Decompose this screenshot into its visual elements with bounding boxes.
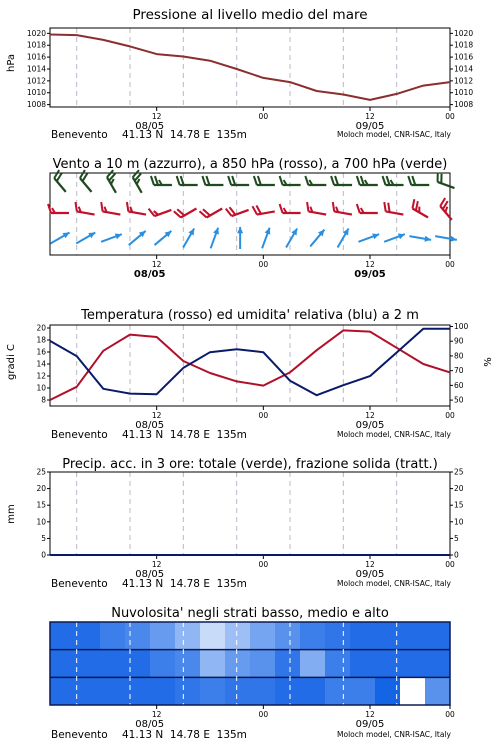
cloud-cell [400,622,426,650]
wind-barb-shaft [438,182,455,188]
pressure-ylabel: hPa [6,54,17,72]
precip-ytick-label-right: 0 [454,551,459,560]
cloud-time-label: 00 [259,710,269,719]
wind-barb-feather [202,176,205,185]
pressure-station: Benevento [51,129,108,141]
humidity-line [50,329,450,395]
cloud-cell [150,622,176,650]
pressure-credit: Moloch model, CNR-ISAC, Italy [337,130,452,139]
wind-barb-feather [137,179,140,184]
wind-arrow-10m [183,228,194,247]
cloud-cell [275,677,301,705]
temp-time-label: 00 [445,411,455,420]
wind-barb-700 [331,176,352,185]
wind-barb-feather [331,176,334,185]
cloud-cell [225,650,251,678]
wind-barb-feather [333,202,334,211]
wind-barb-feather [280,176,283,185]
temp-ytick-label: 14 [36,360,46,369]
humidity-ytick-label: 80 [454,351,464,360]
precip-coords: 41.13 N 14.78 E 135m [122,578,247,590]
wind-barb-feather [357,204,360,213]
wind-barb-850 [226,207,249,216]
wind-barb-700 [228,176,249,185]
wind-barb-700 [177,176,198,185]
cloud-cell [250,650,276,678]
temp-ytick-label: 10 [36,384,46,393]
cloud-cell [225,622,251,650]
wind-barb-700 [305,176,326,185]
precip-time-label: 00 [259,560,269,569]
wind-barb-850 [101,202,120,215]
wind-barb-feather [177,176,180,185]
wind-barb-850 [384,202,403,215]
cloud-cell [150,677,176,705]
wind-barb-feather [127,202,128,211]
cloud-cell [175,677,201,705]
temp-ylabel: gradi C [6,344,17,380]
precip-ytick-label-right: 10 [454,517,464,526]
wind-barb-feather [258,176,261,185]
wind-arrow-10m [435,236,457,242]
cloud-time-label: 12 [152,710,162,719]
wind-barb-feather [408,176,411,185]
wind-date-label: 08/05 [134,269,166,280]
cloud-cell [325,650,351,678]
precip-ytick-label: 20 [36,484,46,493]
temp-time-label: 12 [152,411,162,420]
humidity-ytick-label: 90 [454,337,464,346]
cloud-panel [50,622,455,730]
wind-barb-850 [48,204,69,213]
wind-barb-feather [416,201,418,210]
temp-ytick-label: 16 [36,348,46,357]
cloud-cell [200,650,226,678]
wind-arrow-10m [358,234,379,242]
humidity-ytick-label: 100 [454,322,469,331]
pressure-ytick-label-right: 1012 [454,76,473,85]
temp-frame [50,325,450,406]
precip-ytick-label: 0 [41,551,46,560]
cloud-cell [75,677,101,705]
cloud-cell [275,622,301,650]
wind-arrow-head [115,234,122,240]
wind-barb-shaft [54,178,66,192]
wind-barb-700 [408,176,429,185]
pressure-ytick-label: 1012 [27,76,46,85]
cloud-cell [350,677,376,705]
cloud-cell [225,677,251,705]
wind-barb-700 [151,176,172,185]
pressure-ytick-label: 1010 [27,88,46,97]
precip-ytick-label: 10 [36,517,46,526]
wind-arrow-10m [50,233,69,244]
cloud-cell [50,650,76,678]
pressure-coords: 41.13 N 14.78 E 135m [122,129,247,141]
cloud-cell [350,650,376,678]
pressure-ytick-label: 1016 [27,53,46,62]
cloud-cell [325,677,351,705]
cloud-cell [300,677,326,705]
cloud-cell [125,650,151,678]
pressure-ytick-label: 1014 [27,64,46,73]
wind-barb-850 [412,199,428,217]
wind-barb-850 [174,209,197,218]
cloud-cell [400,650,426,678]
precip-date-label: 09/05 [356,569,385,580]
precip-ytick-label: 5 [41,534,46,543]
precip-time-label: 12 [365,560,375,569]
wind-barb-feather [252,206,257,214]
temp-ytick-label: 20 [36,324,46,333]
wind-barb-feather [307,202,308,211]
cloud-cell [200,622,226,650]
temp-credit: Moloch model, CNR-ISAC, Italy [337,430,452,439]
cloud-credit: Moloch model, CNR-ISAC, Italy [337,730,452,739]
wind-barb-850 [357,204,378,213]
temp-date-label: 09/05 [356,420,385,431]
wind-barb-850 [149,209,172,216]
temp-time-label: 12 [365,411,375,420]
wind-arrow-10m [384,234,405,242]
wind-arrow-10m [286,228,297,247]
cloud-cell [125,622,151,650]
wind-barb-feather [445,207,447,213]
wind-barb-feather [151,176,154,185]
wind-barb-700 [438,172,455,188]
wind-barb-shaft [103,211,121,214]
precip-station: Benevento [51,578,108,590]
wind-barb-850 [307,202,326,215]
cloud-cell [175,622,201,650]
wind-barb-700 [107,170,116,193]
cloud-cell [150,650,176,678]
cloud-cell [200,677,226,705]
wind-arrow-10m [409,236,431,242]
wind-barb-feather [357,176,360,185]
pressure-ytick-label: 1008 [27,100,46,109]
wind-barb-feather [412,199,414,208]
pressure-ytick-label-right: 1014 [454,64,473,73]
wind-arrow-10m [262,228,270,249]
pressure-ytick-label-right: 1008 [454,100,473,109]
temp-ytick-label: 8 [41,396,46,405]
precip-frame [50,472,450,555]
wind-arrow-10m [310,230,324,247]
wind-barb-shaft [77,211,95,214]
temp-station: Benevento [51,429,108,441]
wind-arrow-10m [101,234,122,242]
wind-title: Vento a 10 m (azzurro), a 850 hPa (rosso), a 700 hPa (verde) [53,157,448,172]
cloud-date-label: 08/05 [135,719,164,730]
cloud-title: Nuvolosita' negli strati basso, medio e alto [111,606,389,621]
wind-barb-700 [383,176,404,185]
wind-barb-feather [387,176,390,185]
wind-barb-feather [232,176,235,185]
wind-barb-feather [280,204,283,213]
cloud-cell [100,677,126,705]
cloud-cell [300,650,326,678]
wind-barb-feather [305,176,308,185]
pressure-ytick-label-right: 1020 [454,29,473,38]
cloud-cell [275,650,301,678]
precip-ytick-label-right: 25 [454,468,464,477]
cloud-time-label: 12 [365,710,375,719]
wind-barb-feather [335,176,338,185]
wind-barb-feather [75,202,76,211]
precip-time-label: 12 [152,560,162,569]
precip-ytick-label-right: 15 [454,501,464,510]
pressure-title: Pressione al livello medio del mare [132,7,367,23]
cloud-time-label: 00 [445,710,455,719]
wind-arrow-head [237,227,243,233]
wind-barb-shaft [334,211,352,214]
pressure-ytick-label-right: 1016 [454,53,473,62]
wind-panel [48,170,457,280]
precip-time-label: 00 [445,560,455,569]
wind-arrow-10m [237,227,243,249]
precip-panel [36,468,463,581]
cloud-cell [375,677,401,705]
pressure-ytick-label-right: 1010 [454,88,473,97]
wind-barb-feather [155,176,158,185]
wind-time-label: 00 [259,260,269,269]
cloud-cell [425,650,451,678]
wind-barb-feather [388,203,389,212]
wind-arrow-10m [129,231,146,245]
wind-arrow-10m [211,228,219,249]
wind-barb-feather [111,179,114,184]
wind-barb-700 [357,176,378,185]
precip-date-label: 08/05 [135,569,164,580]
cloud-cell [250,622,276,650]
temp-ytick-label: 18 [36,336,46,345]
wind-time-label: 00 [445,260,455,269]
wind-barb-feather [149,209,155,216]
wind-barb-shaft [207,209,223,218]
temp-coords: 41.13 N 14.78 E 135m [122,429,247,441]
cloud-cell [425,677,451,705]
cloud-cell [50,677,76,705]
cloud-cell [325,622,351,650]
temp-time-label: 00 [259,411,269,420]
cloud-cell [100,650,126,678]
cloud-cell [100,622,126,650]
wind-barb-850 [75,202,94,215]
wind-barb-feather [101,202,102,211]
cloud-cell [125,677,151,705]
pressure-panel [27,28,473,132]
wind-time-label: 12 [365,260,375,269]
cloud-cell [350,622,376,650]
pressure-ytick-label: 1020 [27,29,46,38]
wind-barb-shaft [308,211,326,214]
precip-title: Precip. acc. in 3 ore: totale (verde), frazione solida (tratt.) [62,457,438,472]
cloud-cell [400,677,426,705]
humidity-ytick-label: 60 [454,381,464,390]
wind-barb-feather [254,176,257,185]
precip-ytick-label: 25 [36,468,46,477]
wind-barb-700 [133,170,142,193]
wind-barb-850 [333,202,352,215]
wind-barb-700 [254,176,275,185]
wind-barb-850 [252,206,274,215]
temp-date-label: 08/05 [135,420,164,431]
humidity-ytick-label: 70 [454,366,464,375]
wind-barb-feather [361,176,364,185]
cloud-cell [75,650,101,678]
pressure-ytick-label-right: 1018 [454,41,473,50]
wind-arrow-10m [76,233,95,244]
cloud-station: Benevento [51,729,108,741]
pressure-date-label: 08/05 [135,121,164,132]
precip-ytick-label: 15 [36,501,46,510]
wind-barb-feather [384,202,385,211]
pressure-date-label: 09/05 [356,121,385,132]
wind-barb-shaft [80,178,92,192]
wind-barb-feather [154,211,159,215]
pressure-time-label: 00 [259,112,269,121]
temp-ytick-label: 12 [36,372,46,381]
cloud-cell [300,622,326,650]
wind-barb-700 [202,176,223,185]
wind-barb-850 [200,209,223,218]
humidity-ylabel: % [483,357,494,367]
pressure-line [50,35,450,100]
cloud-cell [250,677,276,705]
precip-ylabel: mm [6,504,17,523]
pressure-time-label: 12 [152,112,162,121]
precip-ytick-label-right: 5 [454,534,459,543]
cloud-cell [75,622,101,650]
wind-barb-feather [48,204,51,213]
wind-barb-feather [206,176,209,185]
humidity-ytick-label: 50 [454,396,464,405]
pressure-time-label: 00 [445,112,455,121]
temp-panel [36,322,468,431]
wind-barb-feather [412,176,415,185]
wind-barb-feather [228,176,231,185]
cloud-date-label: 09/05 [356,719,385,730]
wind-time-label: 12 [152,260,162,269]
wind-date-label: 09/05 [354,269,386,280]
pressure-ytick-label: 1018 [27,41,46,50]
wind-arrow-10m [155,231,172,245]
wind-barb-shaft [128,211,146,214]
precip-ytick-label-right: 20 [454,484,464,493]
wind-barb-feather [383,176,386,185]
cloud-cell [425,622,451,650]
precip-credit: Moloch model, CNR-ISAC, Italy [337,579,452,588]
cloud-cell [50,622,76,650]
temp-title: Temperatura (rosso) ed umidita' relativa (blu) a 2 m [80,308,419,323]
cloud-coords: 41.13 N 14.78 E 135m [122,729,247,741]
pressure-time-label: 12 [365,112,375,121]
cloud-cell [175,650,201,678]
wind-barb-feather [256,206,261,214]
wind-barb-shaft [386,211,404,214]
